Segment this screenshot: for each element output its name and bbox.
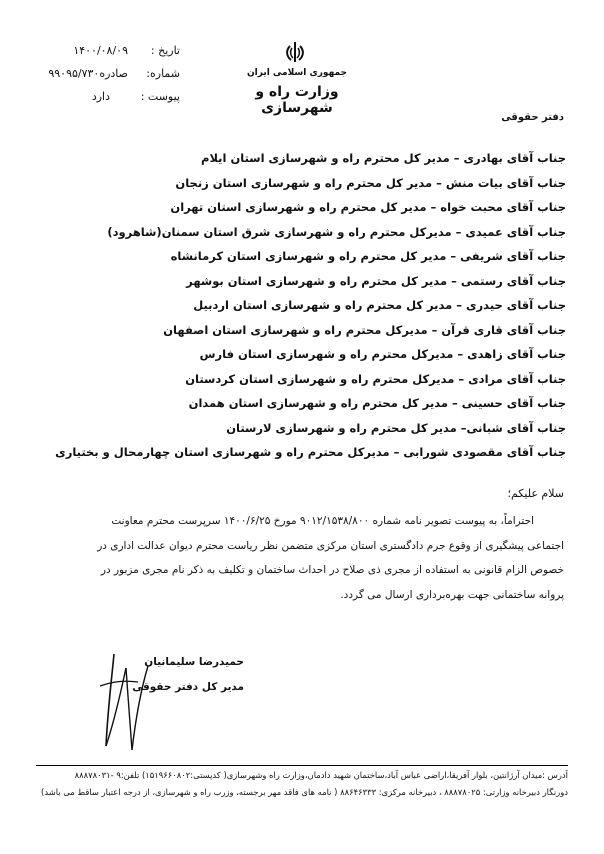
ministry-name: وزارت راه و شهرسازی	[255, 84, 339, 116]
recipient-line: جناب آقای مرادی – مدیرکل محترم راه و شهرسازی استان کردستان	[185, 371, 566, 386]
date-value: ۱۴۰۰/۰۸/۰۹	[73, 44, 128, 57]
signatory-title: مدیر کل دفتر حقوقی	[132, 681, 244, 693]
office-name: دفتر حقوقی	[501, 112, 564, 123]
recipient-line: جناب آقای حیدری – مدیر کل محترم راه و شهرسازی استان اردبیل	[193, 298, 566, 312]
body-line: خصوص الزام قانونی به استفاده از مجری ذی صلاح در احداث ساختمان و تکلیف به ذکر نام مجری مزبور در	[100, 564, 564, 576]
recipient-line: جناب آقای زاهدی – مدیرکل محترم راه و شهرسازی استان فارس	[199, 347, 566, 361]
recipient-line: جناب آقای شبانی– مدیر کل محترم راه و شهرسازی لارستان	[226, 420, 566, 435]
date-label: تاریخ :	[150, 44, 180, 57]
recipient-line: جناب آقای مقصودی شورابی – مدیرکل محترم راه و شهرسازی استان چهارمحال و بختیاری	[55, 445, 566, 459]
number-row	[30, 67, 180, 83]
iran-emblem-icon	[284, 40, 306, 64]
recipient-line: جناب آقای محبت خواه – مدیر کل محترم راه و شهرسازی استان تهران	[170, 200, 566, 214]
recipient-line: جناب آقای حسینی – مدیر کل محترم راه و شهرسازی استان همدان	[188, 396, 566, 410]
recipient-list	[26, 147, 566, 466]
greeting: سلام علیکم؛	[507, 487, 564, 500]
recipient-line: جناب آقای بهادری – مدیر کل محترم راه و شهرسازی استان ایلام	[201, 151, 566, 165]
recipient-line: جناب آقای رستمی – مدیر کل محترم راه و شهرسازی استان بوشهر	[186, 273, 566, 288]
recipient-line: جناب آقای شریفی – مدیر کل محترم راه و شهرسازی استان کرمانشاه	[170, 249, 566, 263]
country-name: جمهوری اسلامی ایران	[246, 68, 348, 78]
footer-address: آدرس :میدان آرژانتین، بلوار آفریقا،اراضی عباس آباد،ساختمان شهید دادمان،وزارت راه وشهرسازی( کدپستی:۱۵۱۹۶۶۰۸۰۲) تلفن:۹ -۸۸۸۷۸۰۳۱	[74, 770, 568, 780]
recipient-line: جناب آقای بیات منش – مدیر کل محترم راه و شهرسازی استان زنجان	[175, 175, 566, 190]
body-line: پروانه ساختمانی جهت بهره‌برداری ارسال می گردد.	[340, 588, 564, 601]
attachment-row	[30, 90, 180, 106]
letter-body	[44, 509, 564, 607]
footer-divider	[36, 765, 568, 766]
body-line: اجتماعی پیشگیری از وقوع جرم دادگستری استان مرکزی متضمن نظر ریاست محترم دیوان عدالت اداری در	[97, 539, 564, 552]
number-label: شماره:	[146, 67, 180, 80]
number-value: ۹۹۰۹۵/۷۳۰صادره	[48, 67, 128, 80]
footer-contact: دورنگار دبیرخانه وزارتی: ۸۸۸۷۸۰۲۵ ، دبیرخانه مرکزی: ۸۸۶۴۶۳۳۳ ( نامه های فاقد مهر برجسته، وزرب راه و شهرسازی، از درجه اعتبار ساقط می باشد)	[41, 787, 568, 797]
attachment-label: پیوست :	[140, 90, 180, 103]
date-row	[30, 44, 180, 60]
signatory-name: حمیدرضا سلیمانیان	[144, 656, 244, 668]
attachment-value: دارد	[91, 90, 110, 103]
body-line: احتراماً، به پیوست تصویر نامه شماره ۹۰۱۲/۱۵۳۸/۸۰۰ مورخ ۱۴۰۰/۶/۲۵ سرپرست محترم معاونت	[111, 515, 534, 527]
recipient-line: جناب آقای قاری قرآن – مدیرکل محترم راه و شهرسازی استان اصفهان	[163, 322, 566, 337]
recipient-line: جناب آقای عمیدی – مدیرکل محترم راه و شهرسازی شرق استان سمنان(شاهرود)	[107, 224, 566, 239]
